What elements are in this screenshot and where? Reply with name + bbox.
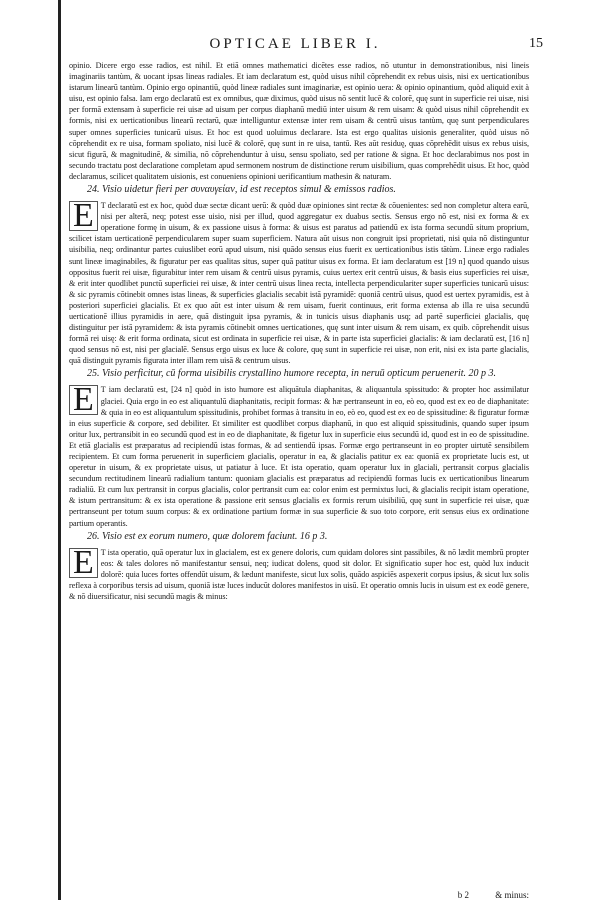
section-heading: 26. Visio est ex eorum numero, quæ dolorem faciunt. 16 p 3. <box>87 530 328 542</box>
paragraph <box>69 197 529 366</box>
section-heading: 25. Visio perficitur, cū forma uisibilis crystallino humore recepta, in neruū opticum peruenerit. 20 p 3. <box>87 368 497 380</box>
text-body <box>69 60 529 886</box>
page <box>58 0 543 900</box>
section-24 <box>69 184 529 366</box>
paragraph-text: T ista operatio, quā operatur lux in glacialem, est ex genere doloris, cum quidam dolores sint passibiles, & nō lædit membrū propter eos: & tales dolores nō manifestantur sensui, neq; iudicat dolens, quod sit dolor. Et significatio super hoc est, quòd lux inducit dolorē: quia luces fortes offendūt uisum, & lædunt manifeste, sicut lux solis, quādo aspiciēs aspexerit corpus ipsius, & sicut lux solis reflexa à corporibus tersis ad uisum, quoniā istæ luces inducūt dolores manifestos in uisū. Et operatio omnis lucis in uisum est ex eodē genere, & nō diuersificatur, nisi secundū magis & minus: <box>69 547 529 602</box>
section-1 <box>69 60 529 182</box>
page-number: 15 <box>529 36 543 51</box>
paragraph-text: T declaratū est ex hoc, quòd duæ sectæ dicant uerū: & quòd duæ opiniones sint rectæ & cōuenientes: sed non completur altera earū, nisi per alterā, neq; potest esse uisio, nisi per illud, quod aggregatur ex duabus sectis. Sensus ergo nō est, nisi ex forma & ex operatione formę in uisum, & ex passione uisus à forma: & uisus est paratus ad patiendū ex ista forma secundū situm proprium, scilicet istam uerticationē perpendicularem super suam superficiem. Natura aūt uisus non congruit ipsi proprietati, nisi quia nō distinguntur uisibilia, neq; ordinantur partes cuiuslibet eorū apud uisum, nisi quādo sensus eius fuerit ex uerticationibus istis tātùm. Lineæ ergo radiales sunt lineæ imaginabiles, & figuratur per eas qualitas situs, super quā patitur uisus ex forma. Et iam declaratum est [19 n] quod quando uisus oppositus fuerit rei uisæ, figurabitur inter rem uisam & centrū uisus pyramis, cuius uertex erit centrū uisus, & basis eius superficies rei uisæ, & erit inter quodlibet punctū superficiei rei uisæ, & inter centrū uisus linea recta, intellecta perpendiculariter super superficies tunicarū uisus: & sic pyramis cōtinebit omnes istas lineas, & superficies glacialis secabit istā pyramidē: quoniā centrū uisus, quod est uertex pyramidis, est à posteriori superficiei glacialis. Et ex quo aūt est inter uisum & rem uisam, fuerit continuus, erit forma extensa ab illa re uisa secundū uerticationē illius pyramidis in aere, quā distinguit ipsa pyramis, & in tunicis uisus diaphanis usq; ad partē superficiei glacialis, quę distinguitur per istā pyramidem: & ista pyramis cōtinebit omnes uerticationes, quę sunt inter uisum & rem uisam, ex quib. cōprehendit uisus formā rei uisę: & erit forma ordinata, sicut est ordinata in superficie rei uisæ, & in parte ista superficiei glacialis: & iam declaratū est, [16 n] quod sensus nō est, nisi per glacialē. Sensus ergo uisus ex luce & colore, quę sunt in superficie rei uisæ, non erit, nisi ex ista parte glacialis, quā distinguit pyramis figurata inter illam rem uisā & centrum uisus. <box>69 201 529 366</box>
running-head <box>61 36 543 56</box>
section-heading: 24. Visio uidetur fieri per συναυγείαν, id est receptos simul & emissos radios. <box>87 184 396 196</box>
signature-mark: b 2 <box>457 890 469 900</box>
drop-cap: E <box>69 548 98 578</box>
section-26 <box>69 531 529 602</box>
drop-cap: E <box>69 201 98 231</box>
running-title: OPTICAE LIBER I. <box>209 36 381 52</box>
paragraph <box>69 381 529 528</box>
drop-cap: E <box>69 385 98 415</box>
catchword: & minus: <box>495 890 529 900</box>
paragraph <box>69 543 529 602</box>
paragraph: opinio. Dicere ergo esse radios, est nihil. Et etiā omnes mathematici dicētes esse radios, nō utuntur in demonstrationibus, nisi lineis imaginariis tantùm, & uocant ipsas lineas radiales. Et iam declaratum est, quòd uisus nihil cōprehendit ex rebus uisis, nisi ex uerticationibus istarum linearū tantùm. Opinio ergo opinantiū, quòd lineæ radiales sunt imaginariæ, est opinio uera: & opinio opinantium, quòd aliquid exit à uisu, est opinio falsa. Iam ergo declaratū est ex omnibus, quæ diximus, quòd uisus nō sentit lucē & colorē, quę sunt in superficie rei uisæ, nisi per formā extensam à superficie rei uisæ ad uisum per corpus diaphanū mediū inter uisum & rem uisam: & quòd uisus nihil cōprehendit ex formis, nisi ex uerticationibus linearū rectarū, quæ intelliguntur extensæ inter rem uisam & centrū uisus tantùm, quę sunt perpendiculares super omnes superficies tunicarū uisus. Et hoc est quod uoluimus declarare. Ista est ergo qualitas uisionis generaliter, quòd uisus nō cōprehendit ex re uisa, formam spoliato, nisi lucē & colorē, quę sunt in re uisa, tantū. Res aūt residuę, quas cōprehēdit uisus ex rebus uisis, sicut figurā, & magnitudinē, & similia, nō cōprehenduntur à uisu, sensu spoliato, sed per ratione & signa. Et hoc declarabimus nos post in secundo tractatu post declaratione completam apud sermonem nostrum de distinctione rerum uisibilium, quas comprehēdit uisus. Et hoc, quòd declaramus, scilicet qualitatem uisionis, est conueniens opinioni uerificantium mathesin & naturam. <box>69 61 529 181</box>
section-25 <box>69 368 529 528</box>
paragraph-text: T iam declaratū est, [24 n] quòd in isto humore est aliquātula diaphanitas, & aliquantula spissitudo: & propter hoc assimilatur glaciei. Quia ergo in eo est aliquantulū diaphanitatis, recipit formas: & hæ pertranseunt in eo, eò eo, quod est ex eo de diaphanitate: & quia in eo est aliquantulum spissitudinis, prohibet formas à transitu in eo, eò eo, quod est ex eo de spissitudine: & figuratur formæ in eius superficie & corpore, sed debiliter. Et similiter est quodlibet corpus diaphanū, in quo est aliquid spissitudinis, quando super ipsum oritur lux, pertransibit in eo secundū quod est in eo de diaphanitate, & figetur lux in superficie eius secundū id, quod est in eo de spissitudine. Et etiā glacialis est præparatus ad recipiendū istas formas, & ad sentiendū ipsas. Formæ ergo pertranseunt in eo propter uirtutē sensibilem recipientem. Et cum forma peruenerit in superficiem glacialis, operatur in ea, & glacialis patitur ex ea: quoniā ex proprietate lucis est, ut operetur in uisum, & ex proprietate uisus, ut patiatur à luce. Et ista operatio, quam operatur lux in glaciali, pertransit corpus glacialis secundum rectitudinem linearū radialium tantum: quoniam glacialis est præparatus ad recipiendū formas lucis ex uerticationibus linearum radialiū. Et cum lux pertransit in corpus glacialis, color pertransit cum ea: color enim est permixtus luci, & glacialis recipit istam operatione, & istum pertransitum: & ex ista operatione & passione erit sensus glacialis ex formis rerum uisibiliū, quę sunt in superficie rei uisæ, quæ pertranseunt per totum suum corpus: & ex ordinatione partium formæ in sua superficie & suo toto corpore, erit sensus eius ex ordinatione partium operantis. <box>69 385 529 528</box>
